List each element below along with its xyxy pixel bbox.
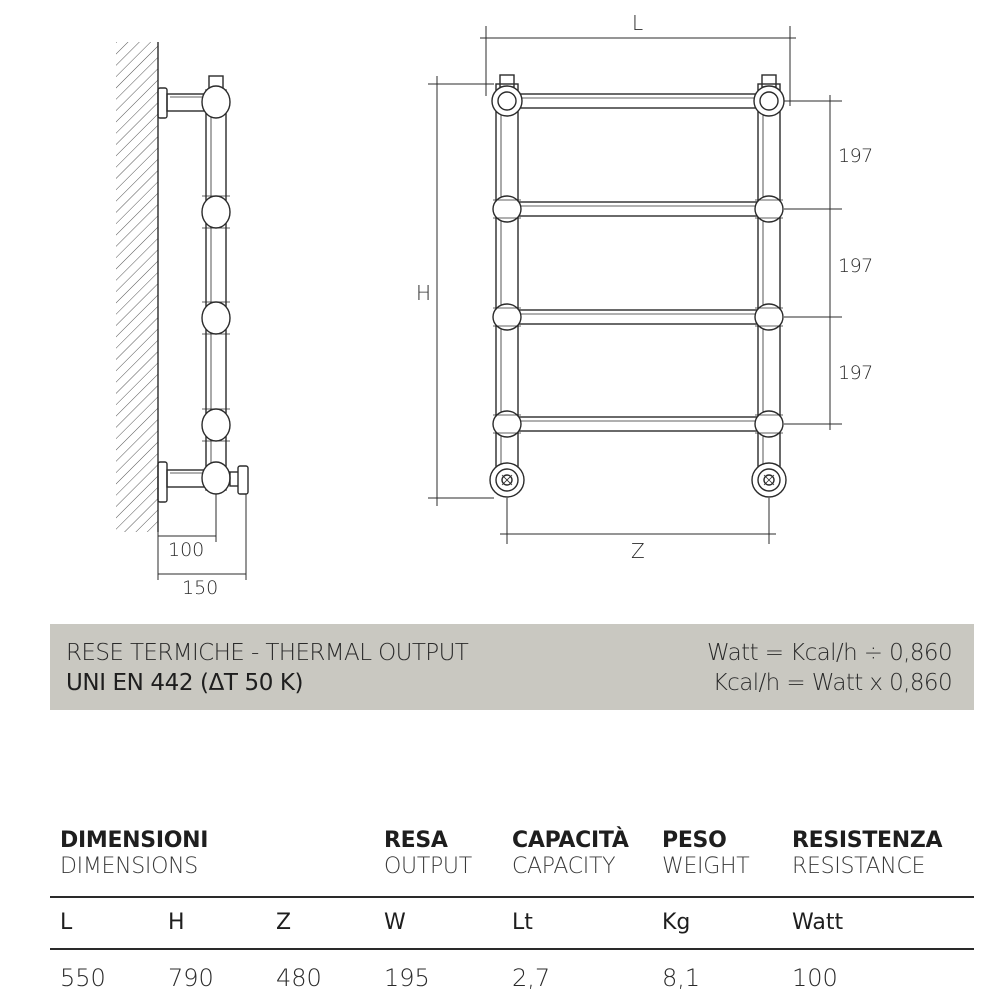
dim-Z-label: Z (631, 539, 645, 563)
header-weight (662, 828, 749, 880)
band-title: RESE TERMICHE - THERMAL OUTPUT (66, 640, 469, 666)
header-dimensions (60, 828, 208, 880)
header-en: CAPACITY (512, 854, 616, 879)
units-rule (50, 948, 974, 950)
dim-100-label: 100 (168, 539, 205, 561)
side-valve (202, 462, 248, 494)
bottom-wall-bracket (158, 462, 207, 502)
dim-L-label: L (632, 11, 644, 35)
side-dimensions (158, 494, 246, 580)
pitch-label-2: 197 (838, 255, 873, 277)
dim-pitch-lines (784, 95, 842, 430)
unit-W: W (384, 910, 406, 935)
unit-Z: Z (276, 910, 292, 935)
dim-H-label: H (416, 281, 432, 305)
unit-H: H (168, 910, 185, 935)
header-it: CAPACITÀ (512, 828, 629, 853)
header-it: RESISTENZA (792, 828, 943, 853)
header-it: RESA (384, 828, 448, 853)
table-cell: 100 (792, 964, 838, 992)
pitch-label-1: 197 (838, 145, 873, 167)
top-wall-bracket (158, 88, 207, 118)
dim-150-label: 150 (182, 577, 219, 599)
formula-watt: Watt = Kcal/h ÷ 0,860 (707, 640, 952, 666)
spec-table (50, 828, 974, 990)
pitch-label-3: 197 (838, 362, 873, 384)
table-cell: 550 (60, 964, 106, 992)
formula-kcal: Kcal/h = Watt x 0,860 (712, 670, 952, 696)
header-en: OUTPUT (384, 854, 472, 879)
header-capacity (512, 828, 629, 880)
table-cell: 480 (276, 964, 322, 992)
header-en: RESISTANCE (792, 854, 926, 879)
unit-Watt: Watt (792, 910, 844, 935)
unit-L: L (60, 910, 73, 935)
header-output (384, 828, 472, 880)
table-cell: 2,7 (512, 964, 551, 992)
band-norm: UNI EN 442 (ΔT 50 K) (66, 670, 304, 696)
unit-Kg: Kg (662, 910, 691, 935)
header-en: DIMENSIONS (60, 854, 198, 879)
dim-H-lines (428, 76, 494, 506)
header-resistance (792, 828, 942, 880)
header-it: PESO (662, 828, 727, 853)
table-cell: 195 (384, 964, 430, 992)
table-cell: 790 (168, 964, 214, 992)
wall-hatch (116, 42, 158, 532)
dim-Z-lines (500, 498, 776, 544)
front-view (428, 26, 842, 544)
header-en: WEIGHT (662, 854, 750, 879)
rails (518, 94, 758, 431)
header-it: DIMENSIONI (60, 828, 209, 853)
thermal-output-band (50, 624, 974, 710)
table-cell: 8,1 (662, 964, 701, 992)
bottom-valves (490, 463, 786, 497)
side-view (116, 42, 248, 580)
header-rule (50, 896, 974, 898)
unit-Lt: Lt (512, 910, 533, 935)
